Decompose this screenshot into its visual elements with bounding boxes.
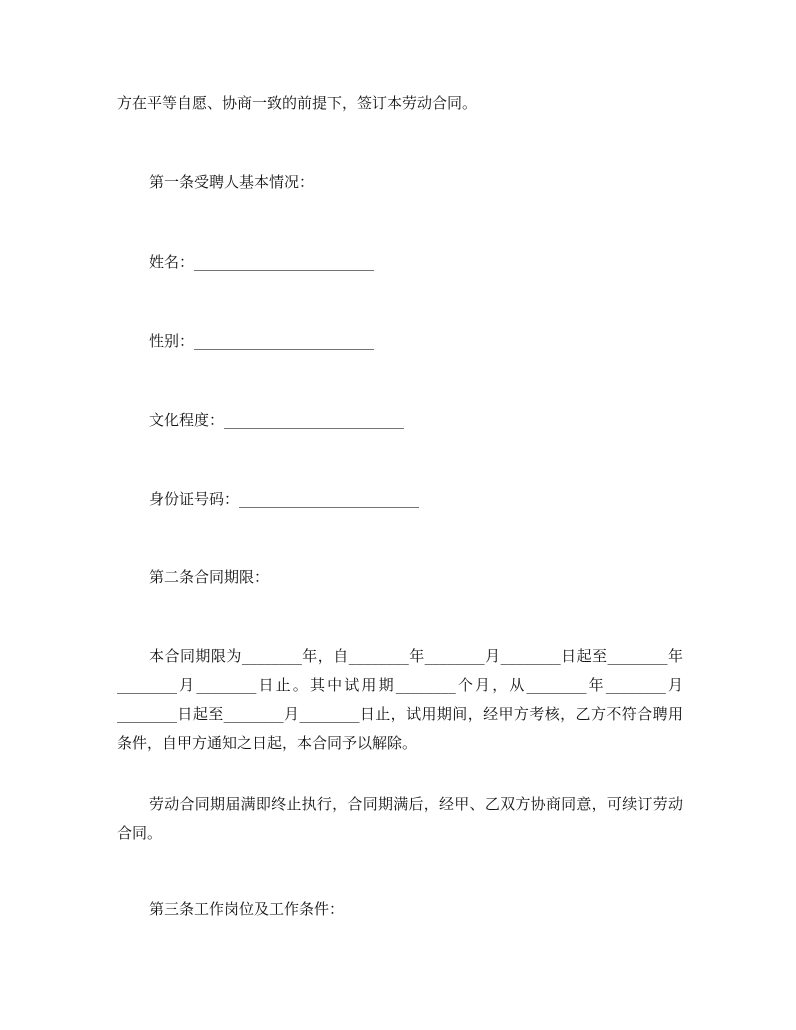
gender-blank: ________________________ (194, 332, 375, 350)
article-3-heading: 第三条工作岗位及工作条件： (149, 900, 345, 918)
intro-line: 方在平等自愿、协商一致的前提下，签订本劳动合同。 (117, 94, 478, 112)
education-field (149, 411, 404, 429)
contract-term-paragraph: 本合同期限为________年，自________年________月________日起至________年________月________日止。其中试用期________个月，从________年________月________日起至________月________日止，试用期间，经甲方考核，乙方不符合聘用条件，自甲方通知之日起，本合同予以解除。 (117, 647, 683, 752)
name-field (149, 253, 374, 271)
name-label: 姓名： (149, 253, 195, 271)
gender-field (149, 332, 374, 350)
education-blank: ________________________ (224, 411, 405, 429)
id-number-blank: ________________________ (239, 490, 420, 508)
name-blank: ________________________ (194, 253, 375, 271)
education-label: 文化程度： (149, 411, 225, 429)
id-number-field (149, 490, 419, 508)
gender-label: 性别： (149, 332, 195, 350)
article-1-heading: 第一条受聘人基本情况： (149, 173, 315, 191)
article-2-heading: 第二条合同期限： (149, 568, 270, 586)
contract-renewal-paragraph: 劳动合同期届满即终止执行，合同期满后，经甲、乙双方协商同意，可续订劳动合同。 (117, 795, 683, 842)
id-number-label: 身份证号码： (149, 490, 240, 508)
